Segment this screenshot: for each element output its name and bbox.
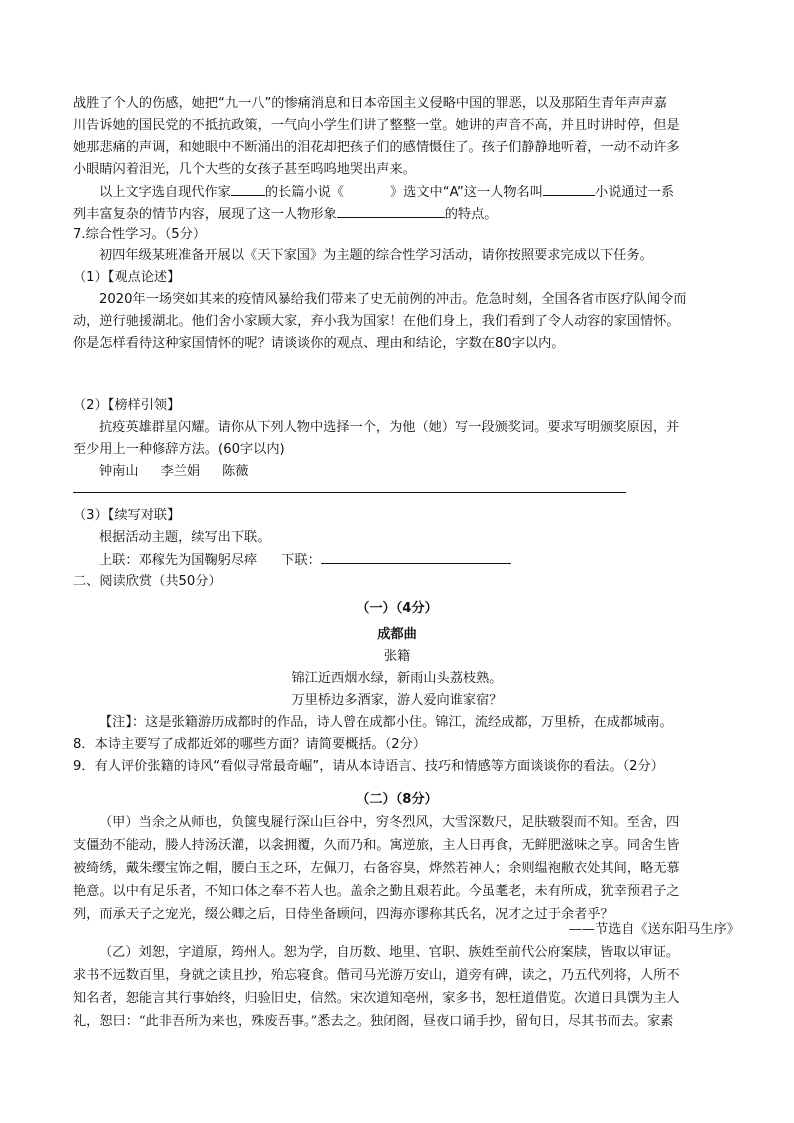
question-9: 9．有人评价张籍的诗风“看似寻常最奇崛”，请从本诗语言、技巧和情感等方面谈谈你的看法。（2分） bbox=[73, 759, 664, 774]
character-trait-blank[interactable] bbox=[337, 203, 445, 218]
couplet-line bbox=[99, 549, 511, 572]
q7-intro: 初四年级某班准备开展以《天下家国》为主题的综合性学习活动，请你按照要求完成以下任务。 bbox=[99, 248, 653, 263]
yi-line-3: 知名者，恕能言其行事始终，归验旧史，信然。宋次道知亳州，家多书，恕枉道借览。次道日具馔为主人 bbox=[73, 991, 680, 1006]
poem-author: 张籍 bbox=[383, 649, 411, 664]
jia-line-1: （甲）当余之从师也，负箧曳屣行深山巨谷中，穷冬烈风，大雪深数尺，足肤皲裂而不知。至舍，四 bbox=[99, 815, 680, 830]
character-name-blank[interactable] bbox=[543, 181, 595, 196]
author-blank[interactable] bbox=[231, 181, 265, 196]
yi-line-2: 求书不远数百里，身就之读且抄，殆忘寝食。偕司马光游万安山，道旁有碑，读之，乃五代列将，人所不 bbox=[73, 968, 680, 983]
jia-line-5: 列，而承天子之宠光，缀公卿之后，日侍坐备顾问，四海亦谬称其氏名，况才之过于余者乎？ bbox=[73, 907, 614, 922]
q7-task1-line-3: 你是怎样看待这种家国情怀的呢？请谈谈你的观点、理由和结论，字数在80字以内。 bbox=[73, 336, 565, 351]
q7-heading: 7.综合性学习。（5分） bbox=[73, 227, 207, 242]
q7-task3-label: （3）【续写对联】 bbox=[73, 508, 181, 523]
q7-task1-line-1: 2020年一场突如其来的疫情风暴给我们带来了史无前例的冲击。危急时刻，全国各省市医疗队闻令而 bbox=[99, 292, 687, 307]
q7-task1-label: （1）【观点论述】 bbox=[73, 270, 181, 285]
q6-text-6: 的特点。 bbox=[444, 207, 498, 222]
q7-task3-line-1: 根据活动主题，续写出下联。 bbox=[99, 530, 271, 545]
jia-source: ——节选自《送东阳马生序》 bbox=[568, 922, 740, 937]
poem-line-2: 万里桥边多酒家，游人爱向谁家宿？ bbox=[291, 693, 503, 708]
q6-text-4: 小说通过一系 bbox=[594, 185, 675, 200]
jia-line-2: 支僵劲不能动，媵人持汤沃灌，以衾拥覆，久而乃和。寓逆旅，主人日再食，无鲜肥滋味之享。同舍生皆 bbox=[73, 838, 680, 853]
couplet-upper: 上联：邓稼先为国鞠躬尽瘁 bbox=[99, 553, 258, 568]
passage-line-4: 小眼睛闪着泪光，几个大些的女孩子甚至呜呜地哭出声来。 bbox=[73, 162, 416, 177]
yi-line-4: 礼，恕曰：“此非吾所为来也，殊废吾事。”悉去之。独闭阁，昼夜口诵手抄，留旬日，尽其书而去。家素 bbox=[73, 1014, 674, 1029]
q6-text-5: 列丰富复杂的情节内容，展现了这一人物形象 bbox=[73, 207, 337, 222]
answer-line[interactable] bbox=[73, 492, 626, 493]
name-option-1: 钟南山 bbox=[99, 464, 139, 479]
poem-line-1: 锦江近西烟水绿，新雨山头荔枝熟。 bbox=[291, 671, 503, 686]
q7-task2-names bbox=[99, 461, 249, 483]
q6-line-1 bbox=[99, 181, 674, 204]
q7-task1-line-2: 动，逆行驰援湖北。他们舍小家顾大家，弃小我为国家！在他们身上，我们看到了令人动容的家国情怀。 bbox=[73, 314, 680, 329]
yi-line-1: （乙）刘恕，字道原，筠州人。恕为学，自历数、地里、官职、族姓至前代公府案牍，皆取以审证。 bbox=[99, 945, 680, 960]
section-2-heading: 二、阅读欣赏（共50分） bbox=[73, 574, 222, 589]
passage-line-2: 川告诉她的国民党的不抵抗政策，一气向小学生们讲了整整一堂。她讲的声音不高，并且时讲时停，但是 bbox=[73, 118, 680, 133]
q7-task2-label: （2）【榜样引领】 bbox=[73, 398, 181, 413]
q6-text-1: 以上文字选自现代作家 bbox=[99, 185, 231, 200]
q6-text-2: 的长篇小说《 bbox=[264, 185, 344, 200]
name-option-2: 李兰娟 bbox=[160, 464, 201, 479]
q7-task2-line-2: 至少用上一种修辞方法。(60字以内) bbox=[73, 442, 285, 457]
couplet-lower-blank[interactable] bbox=[321, 549, 511, 564]
q7-task2-line-1: 抗疫英雄群星闪耀。请你从下列人物中选择一个，为他（她）写一段颁奖词。要求写明颁奖原因，并 bbox=[99, 420, 680, 435]
q6-line-2 bbox=[73, 203, 498, 226]
question-8: 8．本诗主要写了成都近郊的哪些方面？请简要概括。（2分） bbox=[73, 737, 427, 752]
passage-line-1: 战胜了个人的伤感，她把“九一八”的惨痛消息和日本帝国主义侵略中国的罪恶，以及那陌生青年声声嘉 bbox=[73, 96, 667, 111]
couplet-lower-label: 下联： bbox=[281, 553, 321, 568]
jia-line-4: 艳意。以中有足乐者，不知口体之奉不若人也。盖余之勤且艰若此。今虽耄老，未有所成，犹幸预君子之 bbox=[73, 884, 680, 899]
poem-title: 成都曲 bbox=[377, 627, 417, 642]
q6-text-3: 》选文中“A”这一人物名叫 bbox=[390, 185, 543, 200]
name-option-3: 陈薇 bbox=[222, 464, 249, 479]
prose-part-heading: （二）（8分） bbox=[356, 792, 438, 807]
poem-note: 【注】：这是张籍游历成都时的作品，诗人曾在成都小住。锦江，流经成都，万里桥，在成都城南。 bbox=[99, 715, 673, 730]
poem-part-heading: （一）（4分） bbox=[356, 601, 438, 616]
passage-line-3: 她那悲痛的声调，和她眼中不断涌出的泪花却把孩子们的感情慑住了。孩子们静静地听着，一动不动许多 bbox=[73, 140, 680, 155]
jia-line-3: 被绮绣，戴朱缨宝饰之帽，腰白玉之环，左佩刀，右备容臭，烨然若神人；余则缊袍敝衣处其间，略无慕 bbox=[73, 861, 680, 876]
